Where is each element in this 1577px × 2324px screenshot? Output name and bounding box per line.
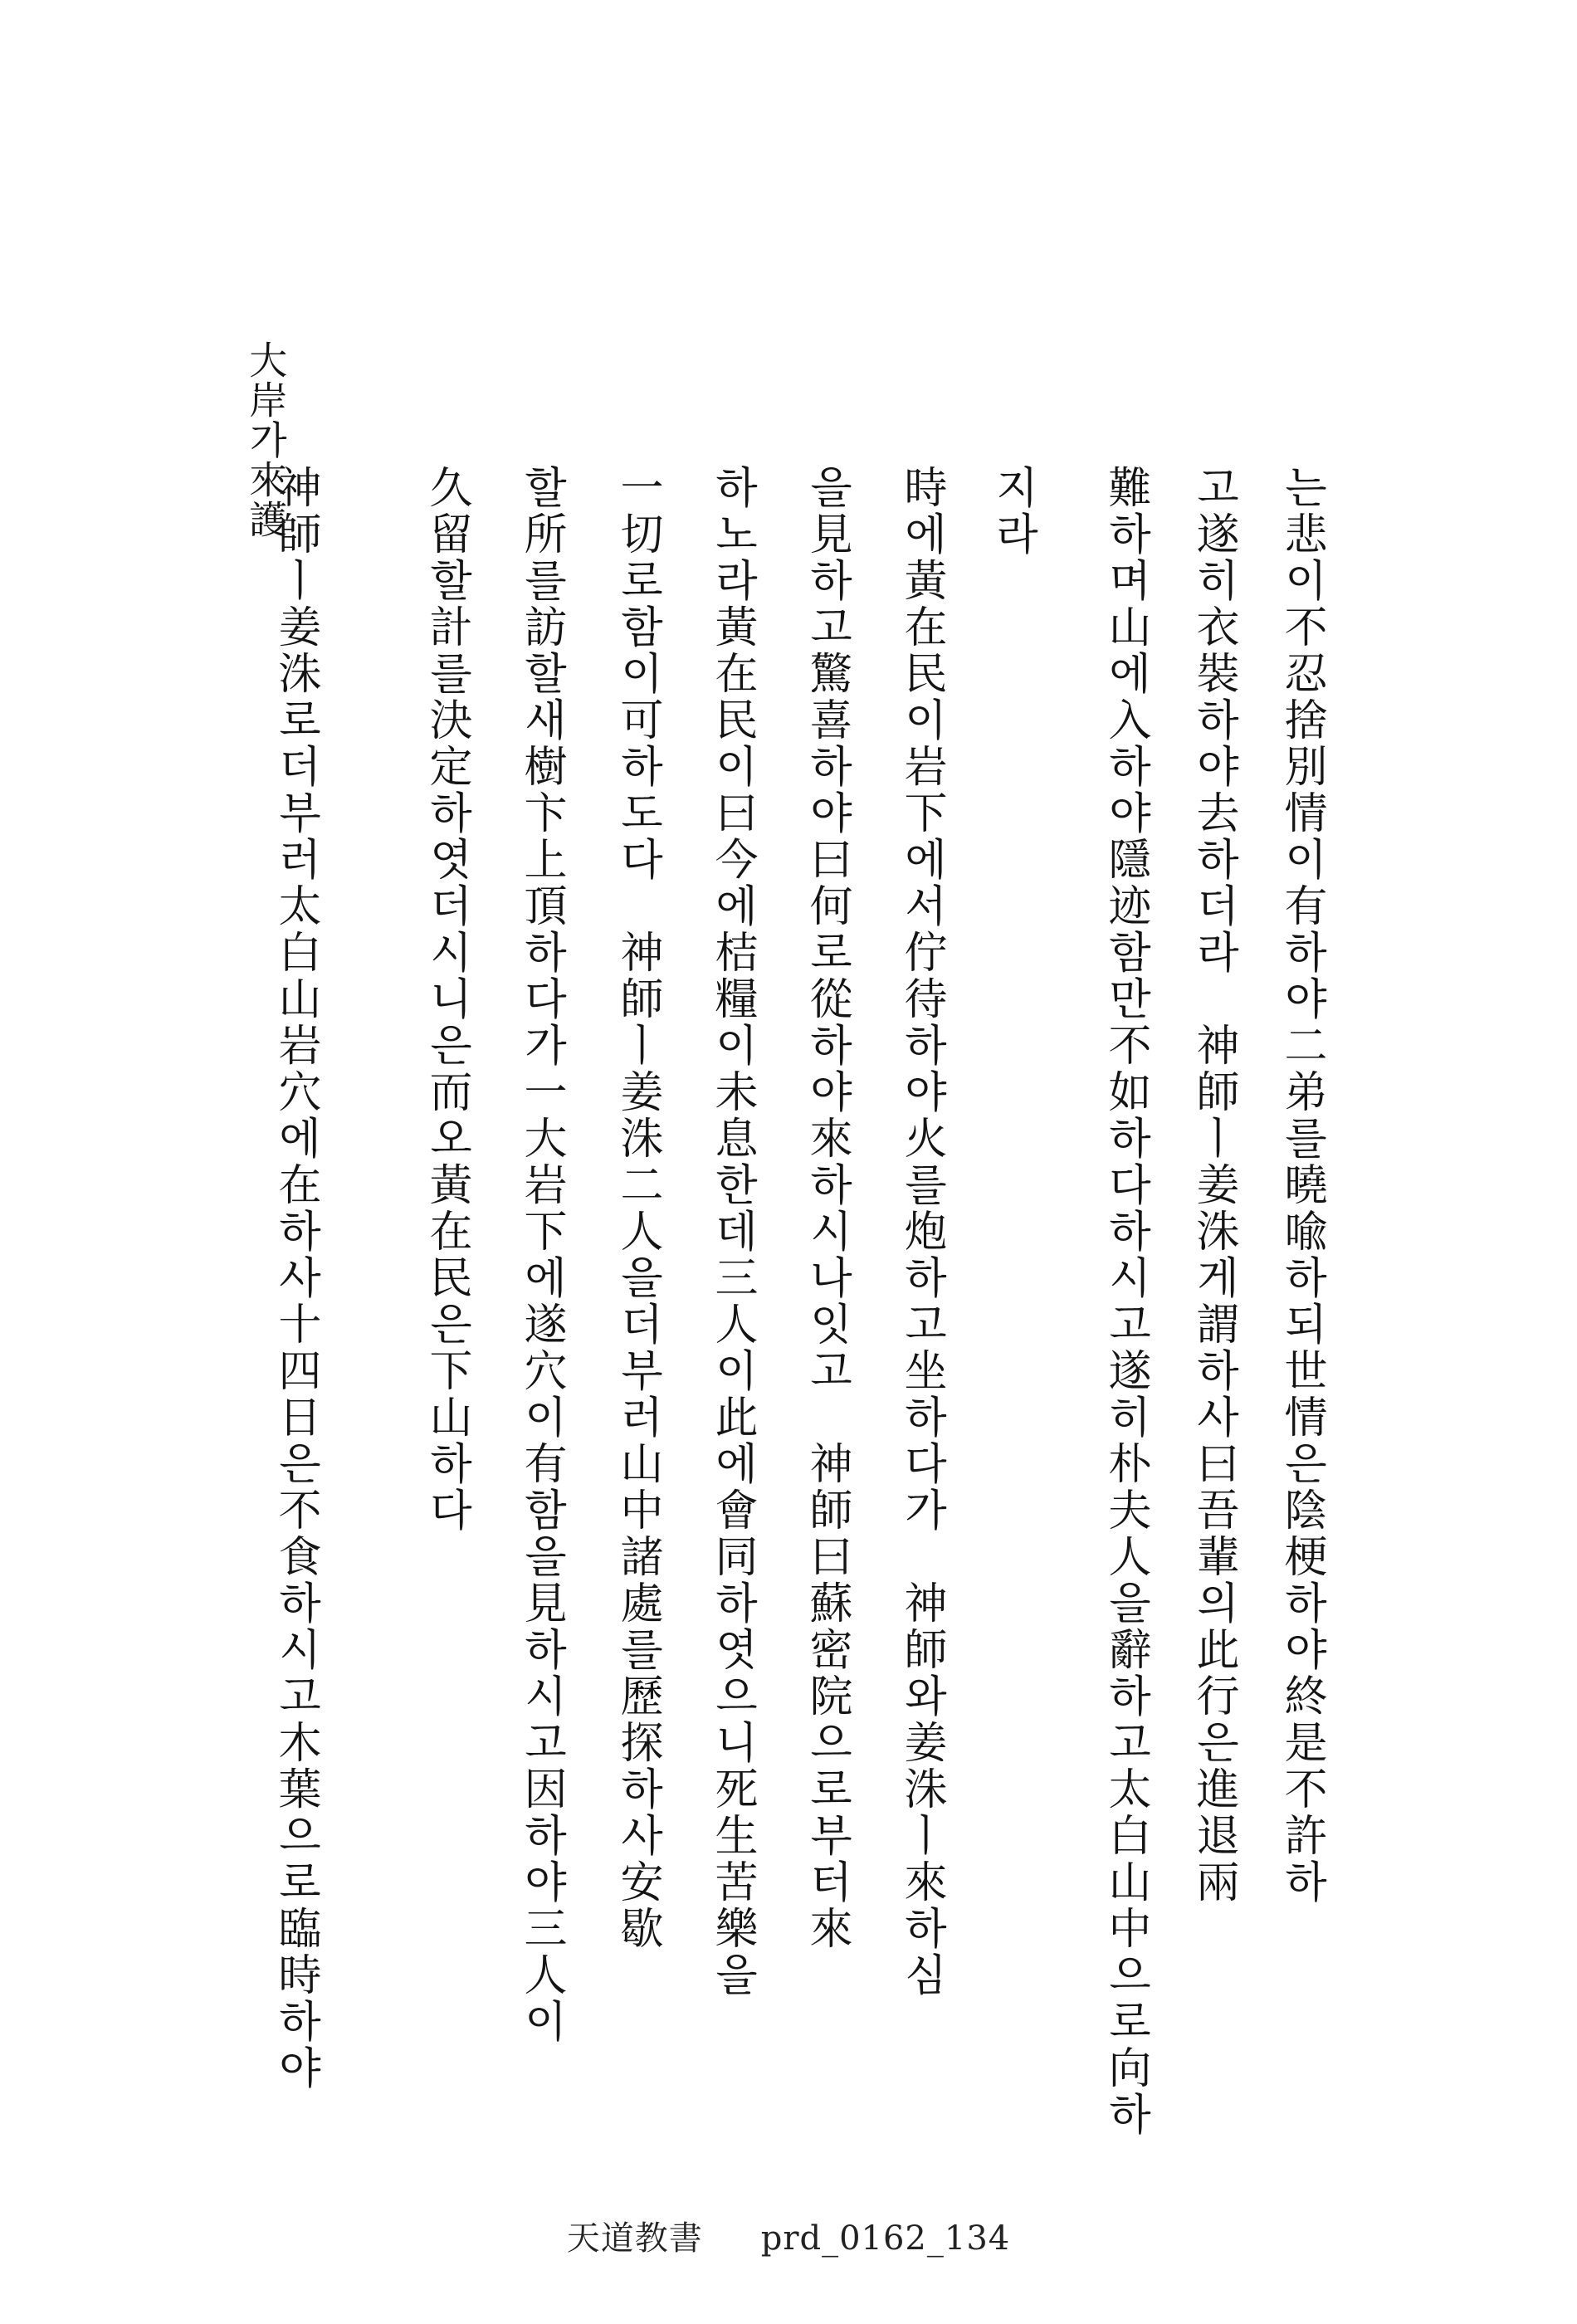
- page-id: prd_0162_134: [760, 2219, 1011, 2258]
- text-column-4: 지라: [988, 465, 1038, 558]
- text-column-8: 一切로함이可하도다 神師ㅣ姜洙二人을더부러山中諸處를歷探하사安歇: [613, 465, 662, 1952]
- text-column-10: 久留할計를決定하엿더시니은而오黃在民은下山하다: [422, 465, 471, 1534]
- text-column-7: 하노라黃在民이曰今에桔糧이未息한데三人이此에會同하엿으니死生苦樂을: [707, 465, 757, 1999]
- page-caption: [0, 2212, 1577, 2259]
- text-column-5: 時에黃在民이岩下에서佇待하야火를炮하고坐하다가 神師와姜洙ㅣ來하심: [896, 465, 946, 1999]
- margin-annotation: 大岸가來護: [243, 340, 289, 540]
- manuscript-text: [241, 465, 1353, 2138]
- text-column-11: 神師ㅣ姜洙로더부러太白山岩穴에在하사十四日은不食하시고木葉으로臨時하야: [271, 465, 320, 2092]
- book-title: 天道教書: [566, 2219, 703, 2258]
- text-column-2: 고遂히衣裝하야去하더라 神師ㅣ姜洙게謂하사曰吾輩의此行은進退兩: [1189, 465, 1238, 1906]
- text-column-6: 을見하고驚喜하야曰何로從하야來하시나잇고 神師曰蘇密院으로부터來: [802, 465, 852, 1952]
- text-column-1: 는悲이不忍捨別情이有하야二弟를曉喩하되世情은陰梗하야終是不許하: [1277, 465, 1326, 1906]
- text-column-3: 難하며山에入하야隱迹함만不如하다하시고遂히朴夫人을辭하고太白山中으로向하: [1101, 465, 1150, 2138]
- text-column-9: 할所를訪할새樹卞上頂하다가一大岩下에遂穴이有함을見하시고因하야三人이: [516, 465, 566, 2045]
